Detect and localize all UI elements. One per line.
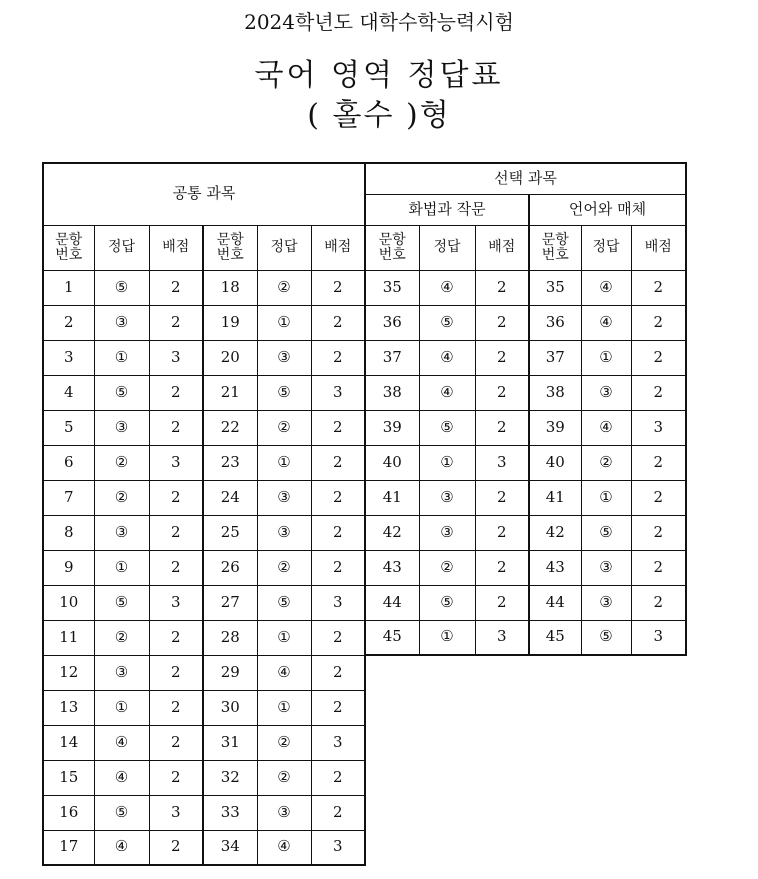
question-number: 40	[365, 445, 419, 480]
answer-cell: ③	[94, 655, 149, 690]
points-cell: 2	[475, 480, 529, 515]
answer-cell: ③	[94, 410, 149, 445]
question-number: 20	[203, 340, 257, 375]
question-number: 42	[365, 515, 419, 550]
table-row	[43, 585, 365, 620]
answer-cell: ②	[581, 445, 631, 480]
points-cell: 2	[311, 620, 365, 655]
question-number: 36	[365, 305, 419, 340]
points-cell: 2	[149, 550, 203, 585]
question-number: 12	[43, 655, 94, 690]
points-cell: 3	[631, 410, 686, 445]
answer-cell: ⑤	[257, 585, 311, 620]
points-cell: 3	[311, 375, 365, 410]
question-number: 6	[43, 445, 94, 480]
exam-title: 2024학년도 대학수학능력시험	[244, 10, 514, 34]
question-number: 16	[43, 795, 94, 830]
points-cell: 3	[475, 620, 529, 655]
question-number: 44	[529, 585, 581, 620]
table-row	[43, 655, 365, 690]
answer-cell: ⑤	[94, 585, 149, 620]
points-cell: 2	[149, 620, 203, 655]
table-row	[43, 760, 365, 795]
points-cell: 2	[149, 515, 203, 550]
speech-writing-header: 화법과 작문	[365, 194, 529, 225]
points-cell: 2	[631, 270, 686, 305]
question-number-header-line1: 문항	[541, 231, 569, 248]
question-number: 2	[43, 305, 94, 340]
points-cell: 2	[311, 550, 365, 585]
table-row	[365, 515, 686, 550]
question-number: 31	[203, 725, 257, 760]
question-number: 38	[365, 375, 419, 410]
question-number: 43	[529, 550, 581, 585]
points-cell: 2	[311, 655, 365, 690]
points-cell: 3	[149, 795, 203, 830]
points-header: 배점	[631, 225, 686, 270]
question-number-header	[365, 225, 419, 270]
answer-cell: ①	[257, 305, 311, 340]
answer-cell: ③	[419, 480, 475, 515]
points-cell: 2	[475, 305, 529, 340]
page-title: 국어 영역 정답표	[254, 58, 504, 93]
question-number-header-line2: 번호	[378, 246, 406, 263]
question-number: 19	[203, 305, 257, 340]
points-cell: 2	[631, 585, 686, 620]
question-number: 3	[43, 340, 94, 375]
answer-cell: ④	[419, 340, 475, 375]
elective-subject-table	[364, 162, 687, 656]
question-number: 15	[43, 760, 94, 795]
points-cell: 2	[149, 410, 203, 445]
answer-cell: ②	[257, 410, 311, 445]
answer-cell: ②	[257, 270, 311, 305]
question-number: 9	[43, 550, 94, 585]
table-row	[365, 445, 686, 480]
table-row	[365, 480, 686, 515]
points-cell: 2	[311, 340, 365, 375]
points-cell: 2	[475, 410, 529, 445]
question-number: 30	[203, 690, 257, 725]
points-cell: 2	[149, 305, 203, 340]
points-cell: 2	[149, 760, 203, 795]
form-type: ( 홀수 )형	[307, 98, 451, 133]
question-number: 1	[43, 270, 94, 305]
points-cell: 2	[149, 375, 203, 410]
question-number: 44	[365, 585, 419, 620]
table-row	[43, 375, 365, 410]
answer-cell: ③	[581, 585, 631, 620]
points-cell: 3	[149, 585, 203, 620]
table-row	[365, 550, 686, 585]
question-number: 10	[43, 585, 94, 620]
points-cell: 2	[475, 550, 529, 585]
language-media-header: 언어와 매체	[529, 194, 686, 225]
points-cell: 2	[149, 830, 203, 865]
points-header: 배점	[311, 225, 365, 270]
question-number: 29	[203, 655, 257, 690]
table-row	[43, 515, 365, 550]
table-row	[43, 480, 365, 515]
question-number: 13	[43, 690, 94, 725]
common-subject-header: 공통 과목	[43, 163, 365, 225]
points-cell: 2	[311, 270, 365, 305]
answer-cell: ①	[257, 620, 311, 655]
answer-cell: ④	[94, 760, 149, 795]
answer-cell: ④	[581, 270, 631, 305]
answer-cell: ②	[94, 480, 149, 515]
question-number: 7	[43, 480, 94, 515]
answer-cell: ⑤	[419, 305, 475, 340]
answer-cell: ①	[419, 620, 475, 655]
question-number: 23	[203, 445, 257, 480]
question-number: 41	[529, 480, 581, 515]
points-cell: 2	[149, 725, 203, 760]
question-number: 34	[203, 830, 257, 865]
points-cell: 2	[149, 480, 203, 515]
table-row	[365, 340, 686, 375]
answer-cell: ④	[257, 830, 311, 865]
question-number: 41	[365, 480, 419, 515]
answer-cell: ⑤	[581, 620, 631, 655]
answer-cell: ③	[94, 515, 149, 550]
points-cell: 2	[311, 480, 365, 515]
question-number: 39	[365, 410, 419, 445]
question-number: 24	[203, 480, 257, 515]
points-cell: 2	[631, 550, 686, 585]
answer-cell: ①	[581, 340, 631, 375]
answer-cell: ④	[257, 655, 311, 690]
answer-cell: ④	[581, 410, 631, 445]
table-row	[43, 830, 365, 865]
question-number-header-line2: 번호	[541, 246, 569, 263]
points-cell: 2	[475, 515, 529, 550]
points-cell: 2	[631, 515, 686, 550]
question-number: 11	[43, 620, 94, 655]
table-row	[43, 690, 365, 725]
question-number: 25	[203, 515, 257, 550]
answer-cell: ②	[419, 550, 475, 585]
answer-header: 정답	[94, 225, 149, 270]
answer-cell: ⑤	[94, 375, 149, 410]
points-header: 배점	[475, 225, 529, 270]
table-row	[43, 795, 365, 830]
points-cell: 3	[149, 340, 203, 375]
answer-cell: ②	[94, 445, 149, 480]
question-number-header-line2: 번호	[216, 246, 244, 263]
points-cell: 2	[475, 270, 529, 305]
question-number: 33	[203, 795, 257, 830]
points-cell: 3	[475, 445, 529, 480]
answer-cell: ①	[94, 340, 149, 375]
question-number-header	[203, 225, 257, 270]
points-cell: 3	[311, 585, 365, 620]
answer-cell: ③	[581, 375, 631, 410]
question-number: 37	[529, 340, 581, 375]
question-number-header-line1: 문항	[378, 231, 406, 248]
answer-cell: ③	[257, 795, 311, 830]
question-number-header-line1: 문항	[55, 231, 83, 248]
points-cell: 2	[631, 480, 686, 515]
table-row	[43, 410, 365, 445]
question-number: 35	[365, 270, 419, 305]
points-cell: 2	[631, 445, 686, 480]
question-number: 22	[203, 410, 257, 445]
question-number: 8	[43, 515, 94, 550]
question-number: 45	[529, 620, 581, 655]
table-row	[43, 445, 365, 480]
points-cell: 2	[311, 690, 365, 725]
points-header: 배점	[149, 225, 203, 270]
points-cell: 2	[149, 270, 203, 305]
question-number: 42	[529, 515, 581, 550]
question-number-header-line2: 번호	[55, 246, 83, 263]
answer-header: 정답	[581, 225, 631, 270]
table-row	[365, 585, 686, 620]
common-subject-table	[42, 162, 366, 866]
points-cell: 3	[311, 830, 365, 865]
points-cell: 2	[149, 655, 203, 690]
question-number: 39	[529, 410, 581, 445]
answer-cell: ⑤	[94, 270, 149, 305]
answer-cell: ①	[257, 690, 311, 725]
question-number: 17	[43, 830, 94, 865]
table-row	[365, 305, 686, 340]
answer-cell: ①	[581, 480, 631, 515]
points-cell: 3	[149, 445, 203, 480]
answer-cell: ⑤	[419, 410, 475, 445]
question-number: 18	[203, 270, 257, 305]
answer-cell: ④	[581, 305, 631, 340]
answer-cell: ②	[94, 620, 149, 655]
answer-cell: ⑤	[581, 515, 631, 550]
question-number: 36	[529, 305, 581, 340]
answer-cell: ⑤	[94, 795, 149, 830]
question-number: 38	[529, 375, 581, 410]
points-cell: 2	[311, 795, 365, 830]
points-cell: 2	[311, 410, 365, 445]
table-row	[365, 270, 686, 305]
answer-cell: ⑤	[419, 585, 475, 620]
elective-subject-header: 선택 과목	[365, 163, 686, 194]
question-number: 37	[365, 340, 419, 375]
question-number-header-line1: 문항	[216, 231, 244, 248]
question-number-header	[43, 225, 94, 270]
answer-cell: ①	[257, 445, 311, 480]
points-cell: 3	[311, 725, 365, 760]
points-cell: 2	[631, 305, 686, 340]
question-number: 43	[365, 550, 419, 585]
answer-cell: ②	[257, 725, 311, 760]
question-number: 40	[529, 445, 581, 480]
table-row	[43, 340, 365, 375]
question-number: 28	[203, 620, 257, 655]
answer-cell: ④	[94, 725, 149, 760]
answer-cell: ②	[257, 760, 311, 795]
answer-header: 정답	[257, 225, 311, 270]
question-number: 45	[365, 620, 419, 655]
answer-cell: ③	[581, 550, 631, 585]
table-row	[365, 620, 686, 655]
question-number: 14	[43, 725, 94, 760]
table-row	[43, 305, 365, 340]
table-row	[43, 620, 365, 655]
question-number: 26	[203, 550, 257, 585]
answer-header: 정답	[419, 225, 475, 270]
question-number-header	[529, 225, 581, 270]
answer-cell: ①	[94, 550, 149, 585]
answer-cell: ③	[94, 305, 149, 340]
question-number: 21	[203, 375, 257, 410]
answer-cell: ②	[257, 550, 311, 585]
points-cell: 2	[475, 585, 529, 620]
table-row	[365, 375, 686, 410]
points-cell: 2	[631, 375, 686, 410]
answer-cell: ⑤	[257, 375, 311, 410]
answer-cell: ③	[257, 340, 311, 375]
table-row	[365, 410, 686, 445]
question-number: 32	[203, 760, 257, 795]
table-row	[43, 550, 365, 585]
answer-cell: ①	[419, 445, 475, 480]
points-cell: 2	[149, 690, 203, 725]
points-cell: 2	[311, 515, 365, 550]
points-cell: 2	[475, 375, 529, 410]
answer-cell: ③	[257, 480, 311, 515]
answer-cell: ④	[419, 375, 475, 410]
table-row	[43, 270, 365, 305]
question-number: 27	[203, 585, 257, 620]
question-number: 4	[43, 375, 94, 410]
points-cell: 2	[475, 340, 529, 375]
answer-cell: ③	[419, 515, 475, 550]
answer-cell: ①	[94, 690, 149, 725]
points-cell: 2	[631, 340, 686, 375]
question-number: 35	[529, 270, 581, 305]
answer-cell: ③	[257, 515, 311, 550]
points-cell: 2	[311, 760, 365, 795]
question-number: 5	[43, 410, 94, 445]
points-cell: 2	[311, 445, 365, 480]
table-row	[43, 725, 365, 760]
answer-cell: ④	[419, 270, 475, 305]
points-cell: 3	[631, 620, 686, 655]
points-cell: 2	[311, 305, 365, 340]
answer-cell: ④	[94, 830, 149, 865]
